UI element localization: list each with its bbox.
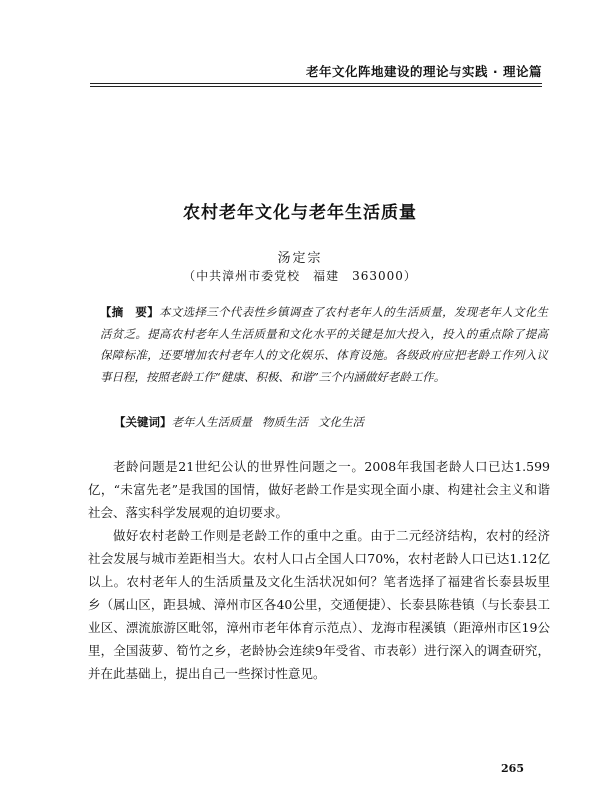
keywords	[114, 412, 544, 432]
header-rule	[90, 83, 542, 84]
author-affiliation: （中共漳州市委党校 福建 363000）	[183, 269, 417, 283]
keyword-item: 老年人生活质量	[171, 415, 252, 429]
keyword-item: 文化生活	[318, 415, 364, 429]
running-header: 老年文化阵地建设的理论与实践 · 理论篇	[306, 64, 542, 79]
abstract-label: 【摘 要】	[100, 305, 159, 319]
abstract	[100, 302, 548, 388]
header-rule-double	[90, 86, 542, 87]
abstract-text: 本文选择三个代表性乡镇调查了农村老年人的生活质量，发现老年人文化生活贫乏。提高农村老年人生活质量和文化水平的关键是加大投入，投入的重点除了提高保障标准，还要增加农村老年人的文化娱乐、体育设施。各级政府应把老龄工作列入议事日程，按照老龄工作“健康、积极、和谐”三个内涵做好老龄工作。	[100, 305, 549, 384]
body-paragraph: 做好农村老龄工作则是老龄工作的重中之重。由于二元经济结构，农村的经济社会发展与城市差距相当大。农村人口占全国人口70%，农村老龄人口已达1.12亿以上。农村老年人的生活质量及文化生活状况如何？笔者选择了福建省长泰县坂里乡（属山区，距县城、漳州市区各40公里，交通便捷）、长泰县陈巷镇（与长泰县工业区、漂流旅游区毗邻，漳州市老年体育示范点）、龙海市程溪镇（距漳州市区19公里，全国菠萝、筍竹之乡，老龄协会连续9年受省、市表彰）进行深入的调查研究，并在此基础上，提出自己一些探讨性意见。	[88, 528, 550, 681]
article-title: 农村老年文化与老年生活质量	[183, 203, 417, 223]
page-number: 265	[501, 762, 524, 775]
author-name: 汤定宗	[277, 251, 323, 266]
keywords-label: 【关键词】	[114, 415, 172, 429]
keyword-item: 物质生活	[262, 415, 308, 429]
body-paragraph: 老龄问题是21世纪公认的世界性问题之一。2008年我国老龄人口已达1.599亿，“未富先老”是我国的国情，做好老龄工作是实现全面小康、构建社会主义和谐社会、落实科学发展观的迫切要求。	[88, 459, 550, 520]
